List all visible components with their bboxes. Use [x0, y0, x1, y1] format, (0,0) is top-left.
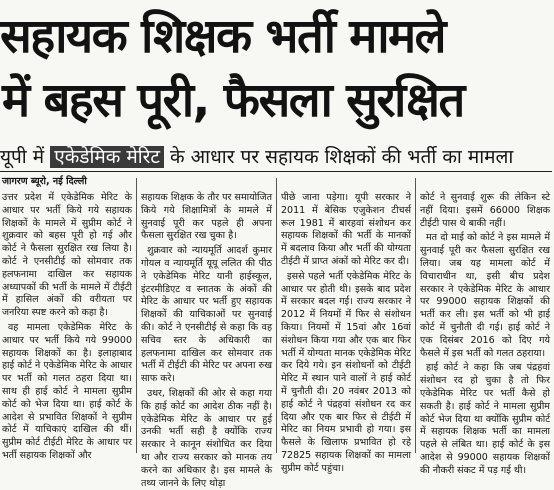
article-column-1	[2, 192, 132, 461]
headline-line-1: सहायक शिक्षक भर्ती मामले	[0, 9, 446, 64]
byline: जागरण ब्यूरो, नई दिल्ली	[2, 176, 87, 187]
article-column-2	[141, 192, 272, 489]
headline-line-2: में बहस पूरी, फैसला सुरक्षित	[2, 73, 464, 128]
article-paragraph: उत्तर प्रदेश में एकेडेमिक मेरिट के आधार पर भर्ती किये गये सहायक शिक्षकों के मामले में सुप्रीम कोर्ट ने शुक्रवार को बहस पूरी हो गई और कोर्ट ने फैसला सुरक्षित रख लिया है। कोर्ट ने एनसीटीई को सोमवार तक हलफनामा दाखिल कर सहायक अध्यापकों की भर्ती के मामले में टीईटी में हासिल अंकों की वरीयता पर जनरिया स्पष्ट करने को कहा है।	[2, 192, 132, 319]
article-paragraph: इससे पहले भर्ती एकेडेमिक मेरिट के आधार पर होती थी। इसके बाद प्रदेश में सरकार बदल गई। राज्य सरकार ने 2012 में नियमों में फिर से संशोधन किया। नियमों में 15वां और 16वां संशोधन किया गया और एक बार फिर भर्ती में योग्यता मानक एकेडेमिक मेरिट कर दिये गये। इन संशोधनों को टीईटी मेरिट में स्थान पाने वालों ने हाई कोर्ट में चुनौती दी। 20 नवंबर 2013 को हाई कोर्ट ने पंद्रहवां संशोधन रद कर दिया और एक बार फिर से टीईटी में मेरिट का नियम प्रभावी हो गया। इस फैसले के खिलाफ प्रभावित हो रहे 72825 सहायक शिक्षकों का मामला सुप्रीम कोर्ट पहुंचा।	[281, 270, 411, 474]
article-paragraph: वह मामला एकेडेमिक मेरिट के आधार पर भर्ती किये गये 99000 सहायक शिक्षकों का है। इलाहाबाद हाई कोर्ट ने एकेडेमिक मेरिट के आधार पर भर्ती को गलत ठहरा दिया था। साथ ही हाई कोर्ट ने मामला सुप्रीम कोर्ट को भेज दिया था। हाई कोर्ट के आदेश से प्रभावित शिक्षकों ने सुप्रीम कोर्ट में याचिकाएं दाखिल की थीं। सुप्रीम कोर्ट टीईटी मेरिट के आधार पर भर्ती सहायक शिक्षकों और	[2, 321, 132, 461]
column-divider	[276, 178, 277, 453]
article-column-3	[281, 192, 411, 474]
column-divider	[415, 178, 416, 453]
article-paragraph: मत दो माई को कोर्ट ने इस मामले में सुनवाई पूरी कर फैसला सुरक्षित रख लिया। जब यह मामला कोर्ट में विचाराधीन था, इसी बीच प्रदेश सरकार ने एकेडेमिक मेरिट के आधार पर 99000 सहायक शिक्षकों की भर्ती कर ली। इस भर्ती को भी हाई कोर्ट में चुनौती दी गई। हाई कोर्ट ने एक दिसंबर 2016 को दिए गये फैसले में इस भर्ती को गलत ठहराया।	[420, 232, 550, 359]
subheadline-highlight: एकेडेमिक मेरिट	[50, 146, 164, 168]
column-divider	[136, 178, 137, 453]
article-column-4	[420, 192, 550, 476]
article-paragraph: हाई कोर्ट ने कहा कि जब पंद्रहवां संशोधन रद हो चुका है तो फिर एकेडेमिक मेरिट पर भर्ती कैसे हो सकती है। हाई कोर्ट ने मामला सुप्रीम कोर्ट भेज दिया था क्योंकि सुप्रीम कोर्ट में सहायक शिक्षक भर्ती का मामला पहले से लंबित था। हाई कोर्ट के इस आदेश से 99000 सहायक शिक्षकों की नौकरी संकट में पड़ गई थी।	[420, 362, 550, 476]
subheadline-suffix: के आधार पर सहायक शिक्षकों की भर्ती का मामला	[164, 146, 514, 168]
article-paragraph: सहायक शिक्षक के तौर पर समायोजित किये गये शिक्षामित्रों के मामले में सुनवाई पूरी कर पहले ही अपना फैसला सुरक्षित रख चुका है।	[141, 192, 272, 242]
article-paragraph: कोर्ट ने सुनवाई शुरू की लेकिन स्टे नहीं दिया। इसमें 66000 शिक्षक टीईटी पास थे बाकी नहीं।	[420, 192, 550, 229]
article-paragraph: उधर, शिक्षकों की ओर से कहा गया कि हाई कोर्ट का आदेश ठीक नहीं है। एकेडेमिक मेरिट के आधार पर हुई उनकी भर्ती सही है क्योंकि राज्य सरकार ने कानून संशोधित कर दिया था और राज्य सरकार को मानक तय करने का अधिकार है। इस मामले के तथ्य जानने के लिए थोड़ा	[141, 387, 272, 489]
article-paragraph: पीछे जाना पड़ेगा। यूपी सरकार ने 2011 में बेसिक एजुकेशन टीचर्स रूल 1981 में बारहवां संशोधन कर सहायक शिक्षकों की भर्ती के मानकों में बदलाव किया और भर्ती की योग्यता टीईटी में प्राप्त अंकों को मेरिट कर दी।	[281, 192, 411, 267]
subheadline-prefix: यूपी में	[0, 146, 51, 168]
article-paragraph: शुक्रवार को न्यायमूर्ति आदर्श कुमार गोयल व न्यायमूर्ति यूयू ललित की पीठ ने एकेडेमिक मेरिट यानी हाईस्कूल, इंटरमीडिएट व स्नातक के अंकों की मेरिट के आधार पर भर्ती हुए सहायक शिक्षकों की याचिकाओं पर सुनवाई की। कोर्ट ने एनसीटीई से कहा कि वह सचिव स्तर के अधिकारी का हलफनामा दाखिल कर सोमवार तक भर्ती में टीईटी की मेरिट पर अपना रुख साफ करे।	[141, 245, 272, 385]
subheadline	[0, 143, 552, 172]
